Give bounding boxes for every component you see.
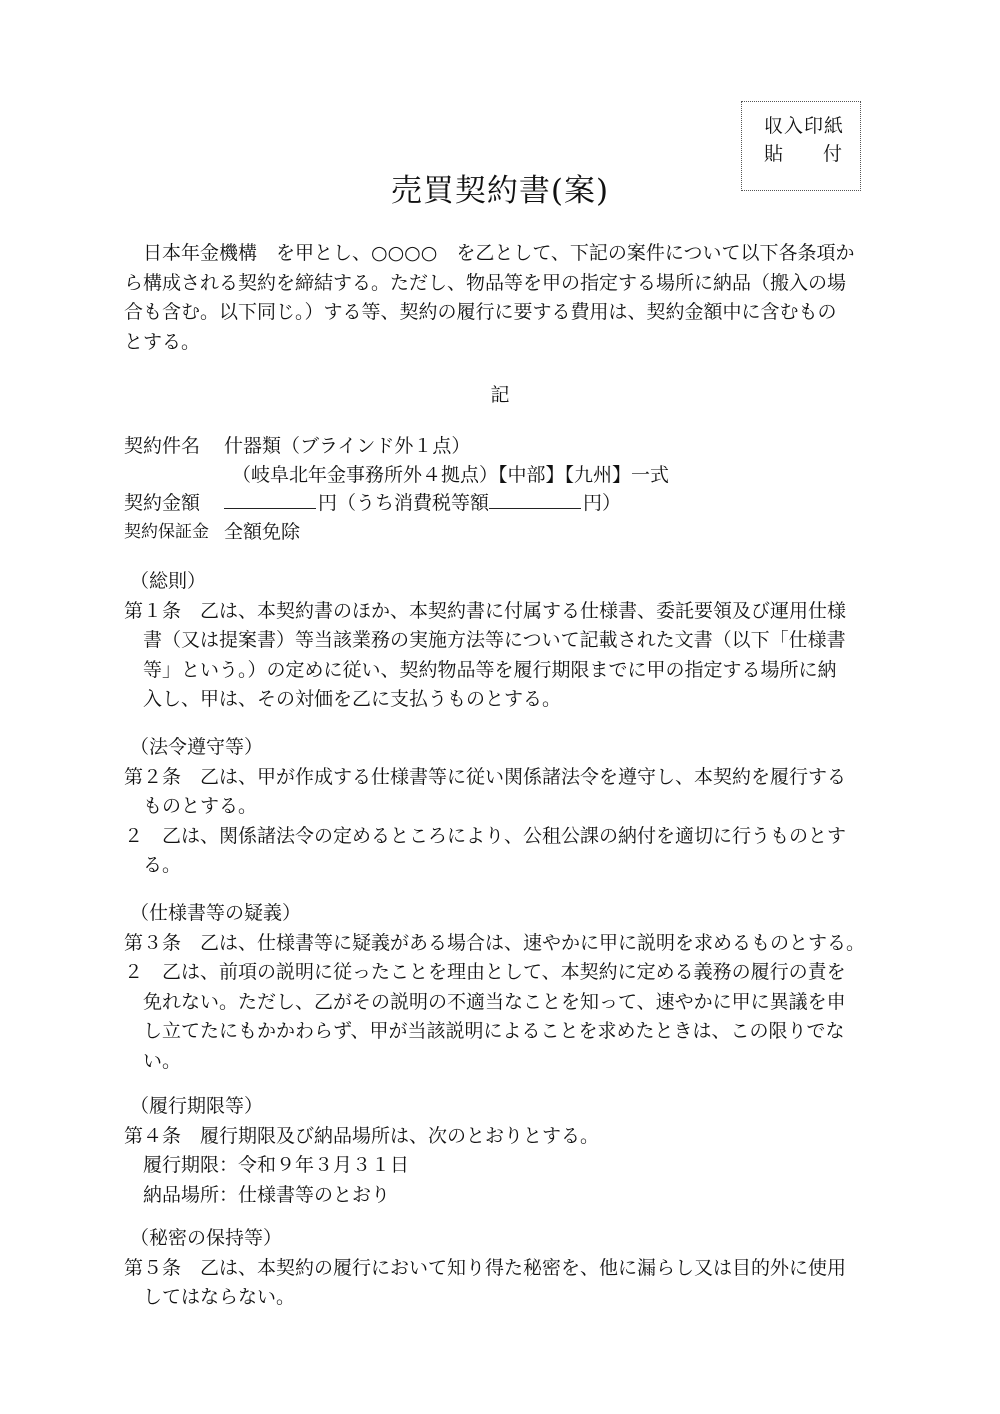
article-line: し立てたにもかかわらず、甲が当該説明によることを求めたときは、この限りでな bbox=[124, 1020, 845, 1043]
contract-name-value: 什器類（ブラインド外１点） bbox=[224, 435, 471, 457]
ki-heading: 記 bbox=[490, 384, 510, 406]
article-heading: （仕様書等の疑義） bbox=[130, 902, 302, 924]
contract-deposit-row bbox=[124, 518, 669, 547]
article-line: 履行期限：令和９年３月３１日 bbox=[124, 1154, 410, 1177]
article-line: 納品場所：仕様書等のとおり bbox=[124, 1183, 391, 1206]
amount-yen-text-2: 円） bbox=[583, 492, 622, 514]
intro-line: 合も含む。以下同じ。）する等、契約の履行に要する費用は、契約金額中に含むもの bbox=[124, 301, 837, 323]
article-line: ものとする。 bbox=[124, 795, 258, 818]
article-4 bbox=[124, 1092, 894, 1210]
contract-name-label: 契約件名 bbox=[124, 435, 201, 457]
article-line: してはならない。 bbox=[124, 1286, 296, 1309]
contract-amount-row bbox=[124, 489, 669, 518]
article-2 bbox=[124, 733, 894, 881]
article-line: 第４条 履行期限及び納品場所は、次のとおりとする。 bbox=[124, 1124, 600, 1147]
article-line: 第１条 乙は、本契約書のほか、本契約書に付属する仕様書、委託要領及び運用仕様 bbox=[124, 599, 847, 622]
contract-name-value-2: （岐阜北年金事務所外４拠点）【中部】【九州】一式 bbox=[232, 463, 670, 486]
article-heading: （履行期限等） bbox=[130, 1095, 264, 1117]
intro-line: 日本年金機構 を甲とし、○○○○ を乙として、下記の案件について以下各条項か bbox=[124, 242, 855, 264]
amount-yen-text: 円（うち消費税等額 bbox=[318, 492, 490, 514]
document-title: 売買契約書(案) bbox=[390, 173, 610, 209]
intro-line: とする。 bbox=[124, 330, 201, 353]
article-line: ２ 乙は、前項の説明に従ったことを理由として、本契約に定める義務の履行の責を bbox=[124, 961, 846, 984]
article-line: 等」という。）の定めに従い、契約物品等を履行期限までに甲の指定する場所に納 bbox=[124, 658, 837, 681]
amount-blank bbox=[224, 489, 316, 509]
article-1 bbox=[124, 567, 894, 715]
article-line: 免れない。ただし、乙がその説明の不適当なことを知って、速やかに甲に異議を申 bbox=[124, 990, 846, 1013]
intro-paragraph bbox=[124, 239, 892, 357]
article-line: る。 bbox=[124, 854, 182, 877]
article-line: ２ 乙は、関係諸法令の定めるところにより、公租公課の納付を適切に行うものとす bbox=[124, 824, 847, 847]
contract-deposit-label: 契約保証金 bbox=[124, 521, 209, 542]
article-3 bbox=[124, 899, 894, 1077]
article-heading: （法令遵守等） bbox=[130, 736, 264, 758]
article-heading: （秘密の保持等） bbox=[130, 1227, 283, 1249]
article-line: 第５条 乙は、本契約の履行において知り得た秘密を、他に漏らし又は目的外に使用 bbox=[124, 1256, 847, 1279]
intro-line: ら構成される契約を締結する。ただし、物品等を甲の指定する場所に納品（搬入の場 bbox=[124, 271, 847, 294]
tax-blank bbox=[489, 489, 581, 509]
stamp-label: 収入印紙 bbox=[764, 115, 845, 137]
stamp-label-affix: 貼 付 bbox=[764, 143, 842, 165]
article-heading: （総則） bbox=[130, 570, 207, 592]
contract-amount-label: 契約金額 bbox=[124, 492, 201, 514]
article-line: 入し、甲は、その対価を乙に支払うものとする。 bbox=[124, 688, 562, 711]
article-line: 第３条 乙は、仕様書等に疑義がある場合は、速やかに甲に説明を求めるものとする。 bbox=[124, 931, 866, 954]
article-line: 書（又は提案書）等当該業務の実施方法等について記載された文書（以下「仕様書 bbox=[124, 629, 846, 652]
contract-info bbox=[124, 432, 669, 546]
contract-deposit-value: 全額免除 bbox=[224, 520, 301, 543]
article-5 bbox=[124, 1224, 894, 1313]
article-line: い。 bbox=[124, 1049, 182, 1072]
article-line: 第２条 乙は、甲が作成する仕様書等に従い関係諸法令を遵守し、本契約を履行する bbox=[124, 765, 847, 788]
contract-name-row bbox=[124, 432, 669, 461]
contract-name-row-2 bbox=[124, 461, 669, 490]
